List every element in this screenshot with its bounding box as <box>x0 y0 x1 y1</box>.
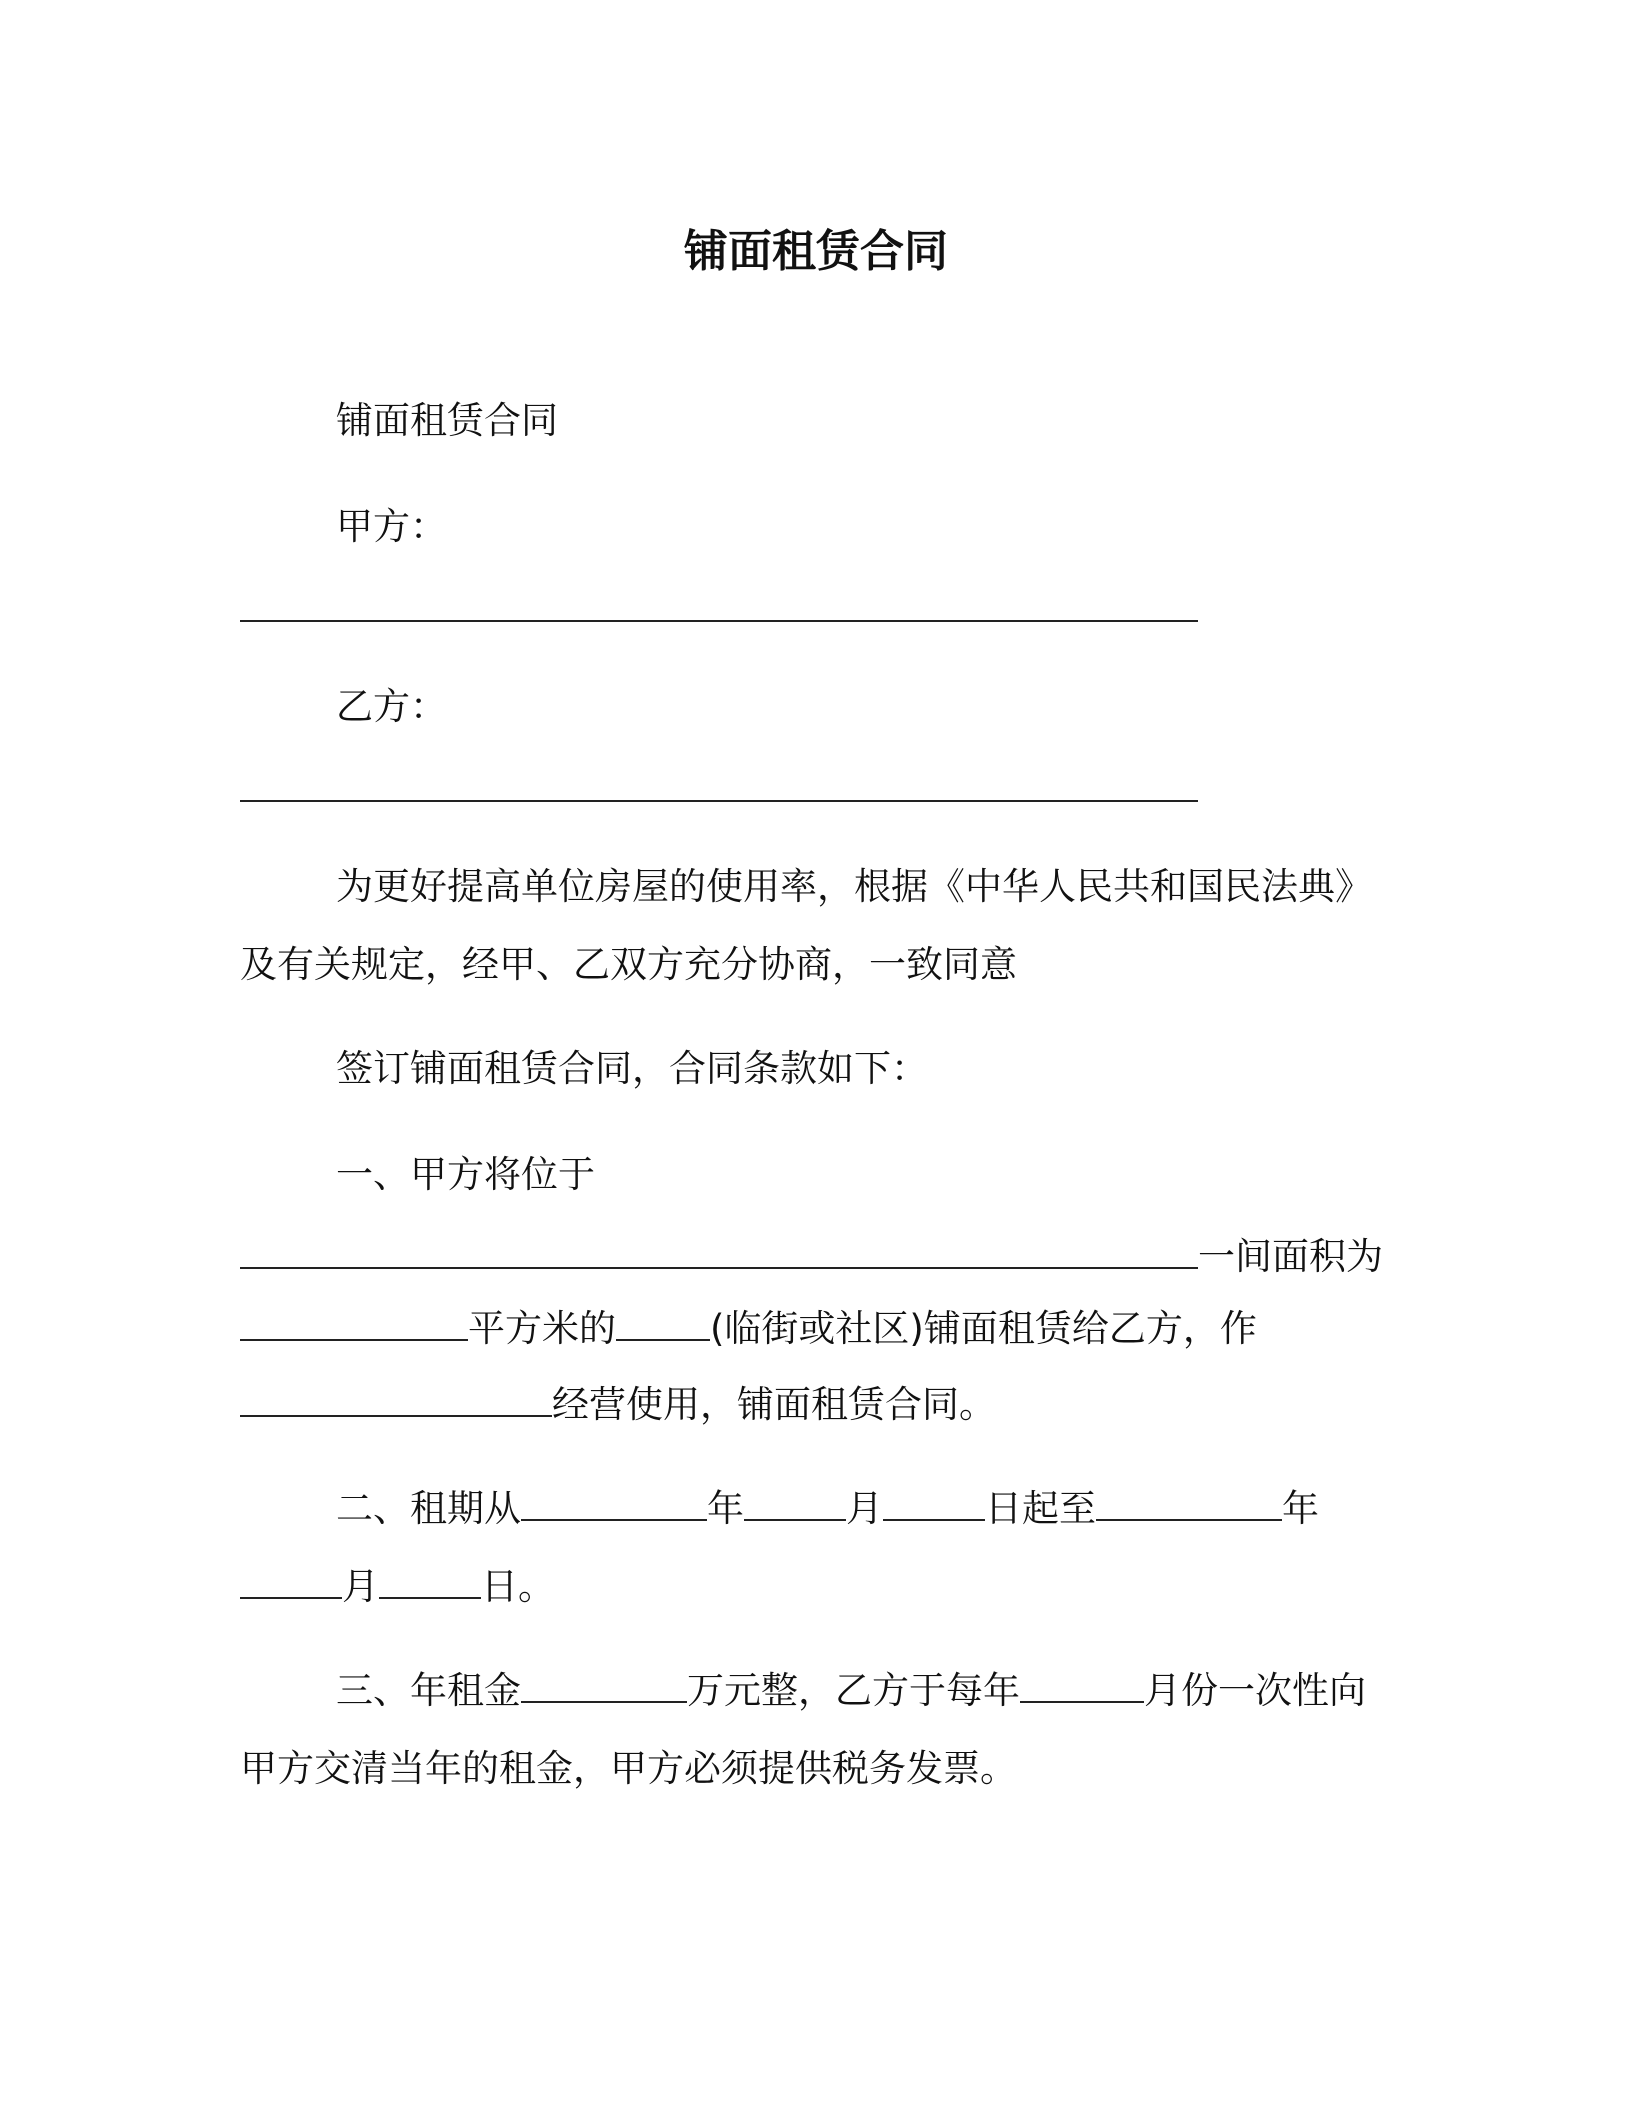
clause-2-line-1 <box>336 1484 1319 1534</box>
rent-amount-blank <box>521 1671 687 1703</box>
location-blank <box>240 1237 1198 1269</box>
document-subtitle: 铺面租赁合同 <box>336 399 558 442</box>
clause-1-part-b: (临街或社区)铺面租赁给乙方，作 <box>710 1307 1257 1350</box>
intro-line-2: 及有关规定，经甲、乙双方充分协商，一致同意 <box>240 943 1017 986</box>
start-day-blank <box>883 1489 985 1521</box>
clause-1-line-1 <box>240 1232 1383 1282</box>
start-month-label: 月 <box>846 1487 883 1530</box>
start-day-label: 日起至 <box>985 1487 1096 1530</box>
clause-1-tail-3: 经营使用，铺面租赁合同。 <box>552 1383 996 1426</box>
intro-line-3: 签订铺面租赁合同，合同条款如下： <box>336 1047 928 1090</box>
document-title: 铺面租赁合同 <box>684 226 948 277</box>
clause-3-lead: 三、年租金 <box>336 1669 521 1712</box>
clause-1-line-2 <box>240 1304 1257 1354</box>
end-year-label: 年 <box>1282 1487 1319 1530</box>
shop-type-blank <box>616 1309 710 1341</box>
party-b-blank <box>240 800 1198 802</box>
clause-3-line-1 <box>336 1666 1366 1716</box>
end-month-blank <box>240 1567 342 1599</box>
clause-1-heading: 一、甲方将位于 <box>336 1153 595 1196</box>
party-b-label: 乙方： <box>336 685 447 728</box>
clause-2-line-2 <box>240 1562 555 1612</box>
start-year-label: 年 <box>707 1487 744 1530</box>
clause-3-month-tail: 月份一次性向 <box>1144 1669 1366 1712</box>
clause-1-part-a: 平方米的 <box>468 1307 616 1350</box>
clause-1-tail-1: 一间面积为 <box>1198 1235 1383 1278</box>
clause-2-lead: 二、租期从 <box>336 1487 521 1530</box>
clause-3-line-2: 甲方交清当年的租金，甲方必须提供税务发票。 <box>240 1747 1017 1790</box>
end-year-blank <box>1096 1489 1282 1521</box>
clause-1-line-3 <box>240 1380 996 1430</box>
end-day-blank <box>379 1567 481 1599</box>
end-day-label: 日。 <box>481 1565 555 1608</box>
end-month-label: 月 <box>342 1565 379 1608</box>
intro-line-1: 为更好提高单位房屋的使用率，根据《中华人民共和国民法典》 <box>336 865 1372 908</box>
business-use-blank <box>240 1385 552 1417</box>
start-year-blank <box>521 1489 707 1521</box>
start-month-blank <box>744 1489 846 1521</box>
party-a-blank <box>240 620 1198 622</box>
payment-month-blank <box>1020 1671 1144 1703</box>
party-a-label: 甲方： <box>336 505 447 548</box>
clause-3-amount-unit: 万元整，乙方于每年 <box>687 1669 1020 1712</box>
area-blank <box>240 1309 468 1341</box>
